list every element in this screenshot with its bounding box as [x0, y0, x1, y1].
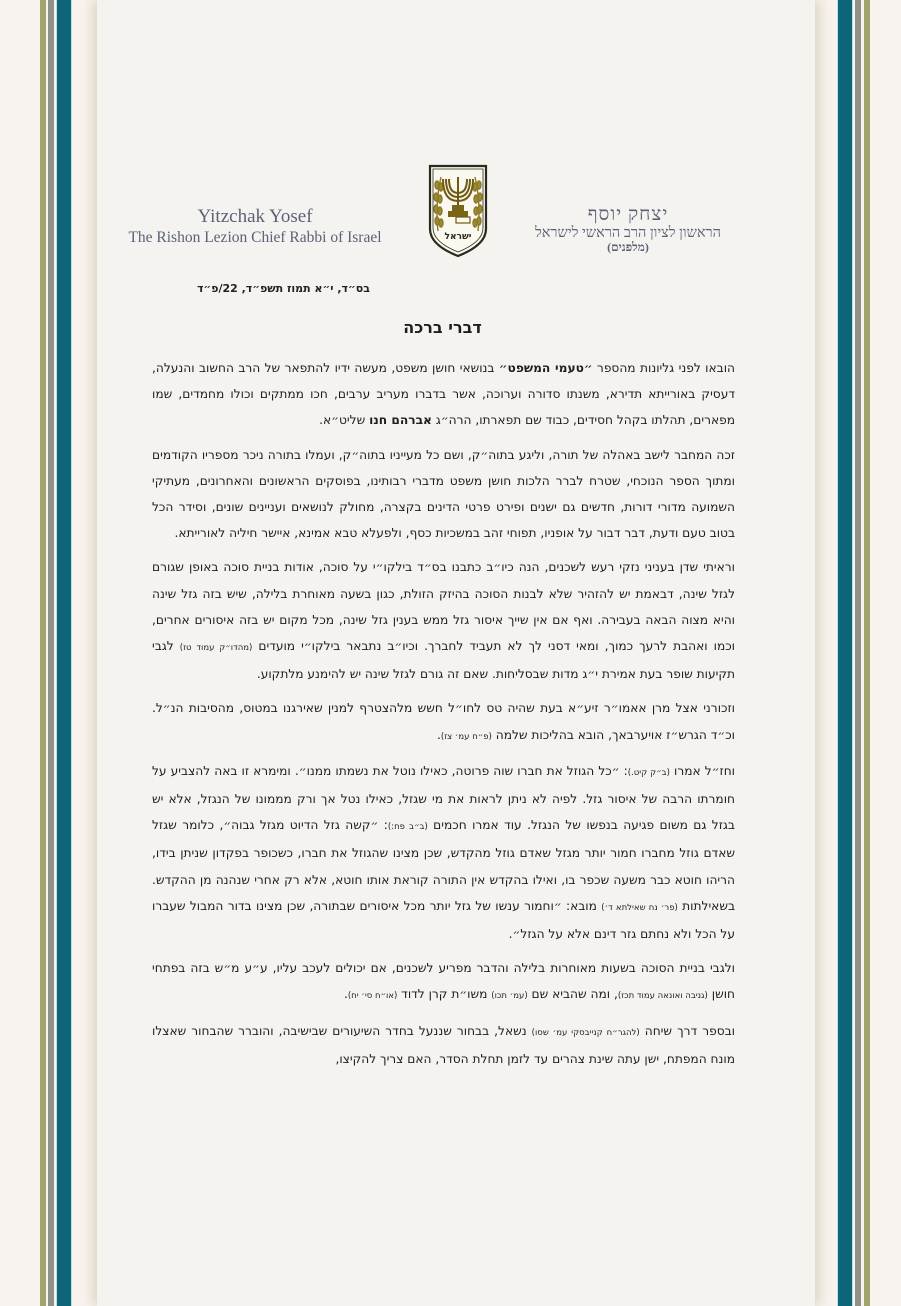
paragraph-text: וחז״ל אמרו — [669, 763, 735, 778]
border-stripe-teal-left — [57, 0, 71, 1306]
paragraph-text: נשאל, בבחור שננעל בחדר השיעורים שבישיבה, והוברר שהבחור שאצלו מונח המפתח, ישן עתה שינת צהרים עד לזמן תחלת הסדר, האם צריך להקיצו, — [152, 1023, 735, 1066]
paragraph-5 — [152, 758, 735, 947]
letterhead-english-title: The Rishon Lezion Chief Rabbi of Israel — [128, 229, 382, 246]
paragraph-text: הובאו לפני גליונות מהספר — [592, 361, 735, 375]
paragraph-text: משו״ת קרן לדוד — [397, 987, 492, 1002]
letterhead-hebrew-subtitle: (מלפנים) — [607, 240, 649, 254]
paragraph-7 — [152, 1018, 735, 1072]
paragraph-text: מובא: ״וחמור ענשו של גזל יותר מכל איסורים שבתורה, שכן מצינו בדור המבול שעברו על הכל ולא נחתם גזר דינם אלא על הגזל״. — [152, 898, 735, 942]
citation: (עמ׳ תכו) — [491, 991, 528, 1002]
paragraph-text: שליט״א. — [319, 413, 370, 428]
paragraph-text: . — [343, 987, 348, 1002]
border-stripe-gray-right — [855, 0, 861, 1306]
paragraph-text: ולגבי בניית הסוכה בשעות מאוחרות בלילה והדבר מפריע לשכנים, אם יכולים לעכב עליו, ע״ע מ״ש בזה בפתחי חושן — [152, 961, 735, 1002]
paragraph-text: ובספר דרך שיחה — [639, 1023, 735, 1038]
border-stripe-glow-right-2 — [852, 0, 853, 1306]
citation: (להגר״ח קנייבסקי עמ׳ שסו) — [531, 1027, 640, 1038]
book-title: ״טעמי המשפט״ — [498, 361, 593, 375]
citation: (ב״ק קיט.) — [627, 767, 670, 778]
paragraph-6 — [152, 955, 735, 1009]
border-stripe-olive-left — [40, 0, 46, 1306]
paragraph-text: : ״קשה גזל הדיוט מגזל גבוה״, כלומר שגזל שאדם גוזל מחברו חמור יותר מגזל שאדם גוזל מהקדש, שכן מצינו שהגוזל את חברו, כשכופר בפקדון שניתן בידו, הריהו חוטא כבר משעה שכפר בו, ואילו בהקדש אין התורה קוראת אותו חוטא, אלא רק אחרי שנהנה מן ההקדש. בשאילתות — [152, 818, 735, 913]
letter-body — [152, 355, 735, 1080]
letterhead-hebrew-title: הראשון לציון הרב הראשי לישראל — [534, 225, 722, 241]
letterhead-hebrew-name: יצחק יוסף — [587, 204, 669, 225]
paragraph-3 — [152, 554, 735, 687]
paragraph-text: בנושאי חושן משפט, מעשה ידיו להתפאר של הרב החשוב והנעלה, דעסיק באורייתא תדירא, משנתו סדורה וערוכה, אשר בדברו מעריב ערבים, חכו ממתקים וכולו מחמדים, שמו מפארים, תהלתו בקהל חסידים, כבוד שם תפארתו, הרה״ג — [152, 361, 735, 428]
citation: (גניבה ואונאה עמוד תכז) — [617, 991, 708, 1002]
date-line: בס״ד, י״א תמוז תשפ״ד, 22/פ״ד — [196, 282, 370, 295]
citation: (פר׳ נח שאילתא ד׳) — [601, 902, 678, 913]
citation: (ב״ב פח:) — [387, 822, 428, 833]
border-stripe-olive-right — [864, 0, 870, 1306]
paragraph-text: לגבי תקיעות שופר בעת אמירת י״ג מדות שבסליחות. שאם זה גורם לגזל שינה יש להימנע מלתקוע. — [152, 639, 735, 682]
paragraph-text: וראיתי שדן בעניני נזקי רעש לשכנים, הנה כיו״ב כתבנו בס״ד בילקו״י על סוכה, אודות בניית סוכה באופן שגורם לגזל שינה, דבאמת יש להזהיר שלא לבנות הסוכה בהיזק הזולת, כגון בשעה מאוחרת בלילה, שיש בזה גזל שינה והיא מצוה הבאה בעבירה. ואף אם אין שייך איסור גזל ממש בענין גזל שינה, מכל מקום יש בזה איסורים אחרים, וכמו ואהבת לרעך כמוך, ומאי דסני לך לא תעביד לחברך. וכיו״ב נתבאר בילקו״י מועדים — [152, 560, 735, 654]
border-stripe-teal-right — [838, 0, 852, 1306]
paragraph-text: וזכורני אצל מרן אאמו״ר זיע״א בעת שהיה טס לחו״ל חשש מלהצטרף למנין שאירגנו במטוס, מהסיבות הנ״ל. וכ״ד הגרש״ז אויערבאך, הובא בהליכות שלמה — [152, 701, 735, 742]
letterhead-hebrew — [528, 204, 728, 253]
paragraph-text: , ומה שהביא שם — [527, 987, 618, 1002]
citation: (פ״ח עמ׳ צז) — [440, 731, 492, 742]
citation: (או״ח סי׳ יח) — [347, 991, 398, 1002]
menorah-emblem-icon — [427, 163, 489, 259]
emblem-label: ישראל — [444, 232, 472, 242]
letter-heading: דברי ברכה — [403, 318, 482, 337]
border-stripe-gray-left — [48, 0, 54, 1306]
paragraph-4 — [152, 695, 735, 749]
paragraph-text: : ״כל הגוזל את חברו שוה פרוטה, כאילו נוטל את נשמתו ממנו״. ומימרא זו באה להצביע על חומרתו הרבה של איסור גזל. לפיה לא ניתן לראות את מי שגזל, כאילו נטל אך ורק מממונו של הנגזל, אלא יש בגזל גם משום פגיעה בנפשו של הנגזל. עוד אמרו חכמים — [152, 763, 735, 833]
citation: (מהדו״ק עמוד טז) — [179, 643, 253, 654]
border-stripe-glow-left-2 — [71, 0, 72, 1306]
paragraph-1 — [152, 355, 735, 434]
author-name: אברהם חנו — [369, 413, 432, 428]
letterhead-english-name: Yitzchak Yosef — [197, 206, 313, 227]
paragraph-2: זכה המחבר לישב באהלה של תורה, וליגע בתוה״ק, ושם כל מעייניו בתוה״ק, ועמלו בתורה ניכר מספריו הקודמים ומתוך הספר הנוכחי, שטרח לברר הלכות חושן משפט מדברי רבותינו, בפוסקים הראשונים והאחרונים, מעתיקי השמועה מדורי דורות, חדשים גם ישנים ופירט פרטי הדינים בקצרה, מחולק לנושאים ועניינים שונים, וסידר הכל בטוב טעם ודעת, דבר דבור על אופניו, תפוחי זהב במשכיות כסף, ולפעלא טבא אמינא, איישר חיליה לאורייתא. — [152, 447, 735, 541]
paragraph-text: . — [437, 727, 441, 742]
letterhead-english — [115, 206, 395, 248]
